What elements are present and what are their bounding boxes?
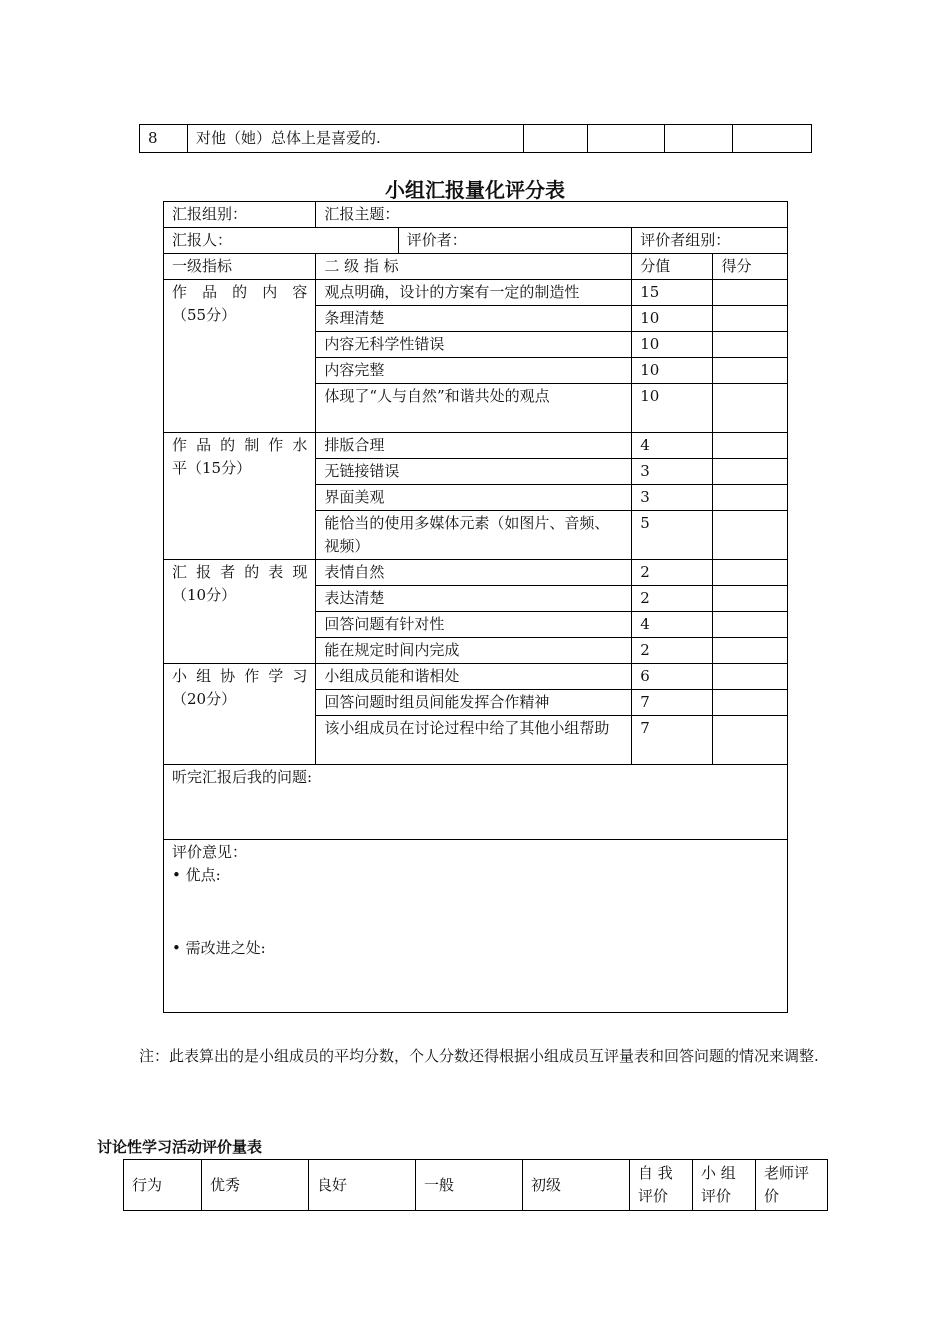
table-row: [164, 433, 788, 459]
item-value: 4: [632, 612, 713, 638]
item-text: 小组成员能和谐相处: [316, 664, 632, 690]
level1-points: （10分）: [172, 586, 237, 604]
level1-cell: [164, 560, 316, 664]
score-cell: [713, 560, 788, 586]
discussion-eval-table: [123, 1159, 828, 1211]
header-level1: 一级指标: [164, 254, 316, 280]
header-score: 得分: [713, 254, 788, 280]
header-cell: 良好: [309, 1160, 416, 1211]
pros-label: • 优点:: [172, 866, 221, 884]
header-row: [124, 1160, 828, 1211]
item-value: 3: [632, 459, 713, 485]
item-text: 无链接错误: [316, 459, 632, 485]
header-cell: 老师评价: [756, 1160, 828, 1211]
item-text: 内容无科学性错误: [316, 332, 632, 358]
score-cell: [713, 384, 788, 433]
item-text: 表达清楚: [316, 586, 632, 612]
item-value: 10: [632, 358, 713, 384]
score-cell: [713, 280, 788, 306]
comment-label: 评价意见：: [172, 843, 248, 861]
header-cell: 小 组 评价: [693, 1160, 756, 1211]
header-cell: 初级: [523, 1160, 630, 1211]
table-row: [164, 560, 788, 586]
header-row: [164, 254, 788, 280]
empty-cell: [524, 125, 588, 153]
item-value: 5: [632, 511, 713, 560]
item-text: 内容完整: [316, 358, 632, 384]
score-cell: [713, 664, 788, 690]
level1-points: 平（15分）: [172, 459, 252, 477]
item-value: 7: [632, 716, 713, 765]
empty-cell: [665, 125, 733, 153]
header-cell: 行为: [124, 1160, 202, 1211]
item-value: 10: [632, 384, 713, 433]
table-row: [140, 125, 812, 153]
level1-cell: [164, 664, 316, 765]
table-row: [164, 765, 788, 840]
table-row: [164, 202, 788, 228]
score-cell: [713, 586, 788, 612]
table-note: 注：此表算出的是小组成员的平均分数，个人分数还得根据小组成员互评量表和回答问题的情况来调整.: [139, 1047, 819, 1065]
item-value: 2: [632, 560, 713, 586]
header-cell: 自 我 评价: [630, 1160, 693, 1211]
level1-points: （20分）: [172, 690, 237, 708]
item-value: 10: [632, 306, 713, 332]
level1-name: 小 组 协 作 学 习: [172, 667, 308, 685]
score-cell: [713, 459, 788, 485]
topic-label: 汇报主题：: [316, 202, 788, 228]
empty-cell: [588, 125, 665, 153]
empty-cell: [733, 125, 812, 153]
item-text: 能恰当的使用多媒体元素（如图片、音频、视频）: [316, 511, 632, 560]
score-cell: [713, 612, 788, 638]
item-value: 3: [632, 485, 713, 511]
item-text: 界面美观: [316, 485, 632, 511]
comment-cell: [164, 840, 788, 1013]
item-text: 该小组成员在讨论过程中给了其他小组帮助: [316, 716, 632, 765]
table-row: [164, 280, 788, 306]
improve-label: • 需改进之处:: [172, 939, 266, 957]
item-value: 10: [632, 332, 713, 358]
level1-name: 作 品 的 制 作 水: [172, 436, 308, 454]
header-cell: 优秀: [202, 1160, 309, 1211]
reporter-label: 汇报人：: [164, 228, 399, 254]
level1-name: 作 品 的 内 容: [172, 283, 308, 301]
item-value: 2: [632, 638, 713, 664]
page-title: 小组汇报量化评分表: [385, 178, 565, 202]
score-cell: [713, 638, 788, 664]
item-text: 回答问题有针对性: [316, 612, 632, 638]
header-score-value: 分值: [632, 254, 713, 280]
item-value: 15: [632, 280, 713, 306]
item-text: 观点明确，设计的方案有一定的制造性: [316, 280, 632, 306]
table-row: [164, 840, 788, 1013]
score-cell: [713, 358, 788, 384]
item-value: 7: [632, 690, 713, 716]
score-cell: [713, 511, 788, 560]
row-number: 8: [140, 125, 188, 153]
score-cell: [713, 332, 788, 358]
level1-name: 汇 报 者 的 表 现: [172, 563, 308, 581]
score-cell: [713, 485, 788, 511]
item-text: 排版合理: [316, 433, 632, 459]
previous-table-fragment: [139, 124, 812, 153]
table-row: [164, 664, 788, 690]
group-report-score-table: [163, 201, 788, 1013]
item-value: 2: [632, 586, 713, 612]
item-text: 表情自然: [316, 560, 632, 586]
evaluator-group-label: 评价者组别：: [632, 228, 788, 254]
item-text: 回答问题时组员间能发挥合作精神: [316, 690, 632, 716]
evaluator-label: 评价者：: [398, 228, 632, 254]
item-value: 4: [632, 433, 713, 459]
item-text: 能在规定时间内完成: [316, 638, 632, 664]
level1-cell: [164, 280, 316, 433]
item-value: 6: [632, 664, 713, 690]
level1-cell: [164, 433, 316, 560]
header-level2: 二 级 指 标: [316, 254, 632, 280]
score-cell: [713, 690, 788, 716]
row-text: 对他（她）总体上是喜爱的.: [188, 125, 524, 153]
score-cell: [713, 433, 788, 459]
header-cell: 一般: [416, 1160, 523, 1211]
item-text: 体现了“人与自然”和谐共处的观点: [316, 384, 632, 433]
score-cell: [713, 716, 788, 765]
table-row: [164, 228, 788, 254]
level1-points: （55分）: [172, 306, 237, 324]
question-label: 听完汇报后我的问题:: [164, 765, 788, 840]
group-label: 汇报组别：: [164, 202, 316, 228]
score-cell: [713, 306, 788, 332]
section-title: 讨论性学习活动评价量表: [97, 1138, 263, 1156]
item-text: 条理清楚: [316, 306, 632, 332]
